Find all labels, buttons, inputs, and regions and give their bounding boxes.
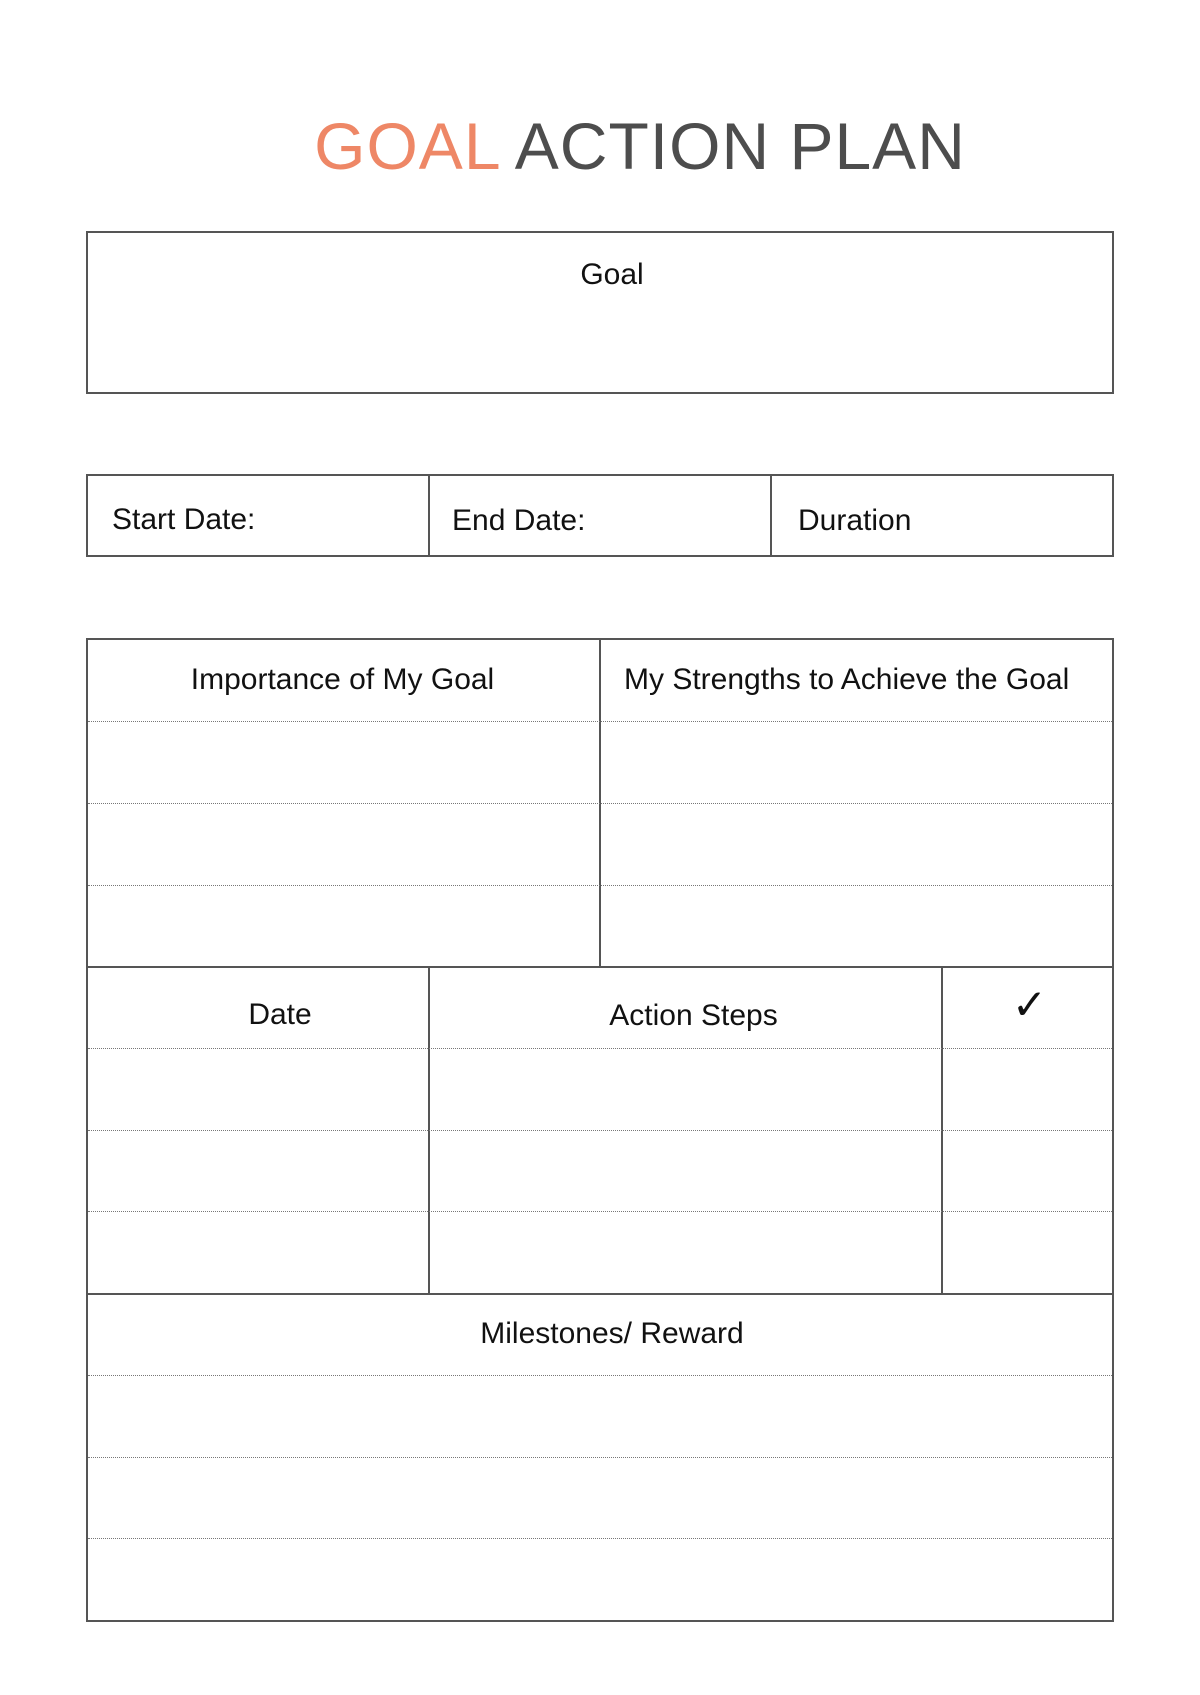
goal-label: Goal	[580, 258, 644, 291]
title-rest: ACTION PLAN	[514, 109, 966, 183]
writing-line[interactable]	[88, 1048, 1112, 1049]
page-title	[0, 108, 1200, 184]
date-header: Date	[248, 998, 312, 1031]
duration-field[interactable]: Duration	[798, 504, 912, 537]
dates-divider	[428, 474, 430, 557]
writing-line[interactable]	[88, 721, 1112, 722]
writing-line[interactable]	[88, 803, 1112, 804]
check-icon: ✓	[1011, 980, 1048, 1029]
start-date-field[interactable]: Start Date:	[112, 503, 256, 536]
milestones-header: Milestones/ Reward	[480, 1317, 744, 1350]
title-accent: GOAL	[314, 109, 500, 183]
section-divider	[86, 1293, 1114, 1295]
writing-line[interactable]	[88, 1375, 1112, 1376]
dates-divider	[770, 474, 772, 557]
writing-line[interactable]	[88, 1538, 1112, 1539]
importance-header: Importance of My Goal	[190, 663, 495, 696]
section-divider	[86, 966, 1114, 968]
writing-line[interactable]	[88, 1211, 1112, 1212]
strengths-header: My Strengths to Achieve the Goal	[624, 663, 1070, 696]
writing-line[interactable]	[88, 885, 1112, 886]
goal-box[interactable]	[86, 231, 1114, 394]
end-date-field[interactable]: End Date:	[452, 504, 586, 537]
action-steps-header: Action Steps	[609, 999, 778, 1032]
writing-line[interactable]	[88, 1130, 1112, 1131]
writing-line[interactable]	[88, 1457, 1112, 1458]
